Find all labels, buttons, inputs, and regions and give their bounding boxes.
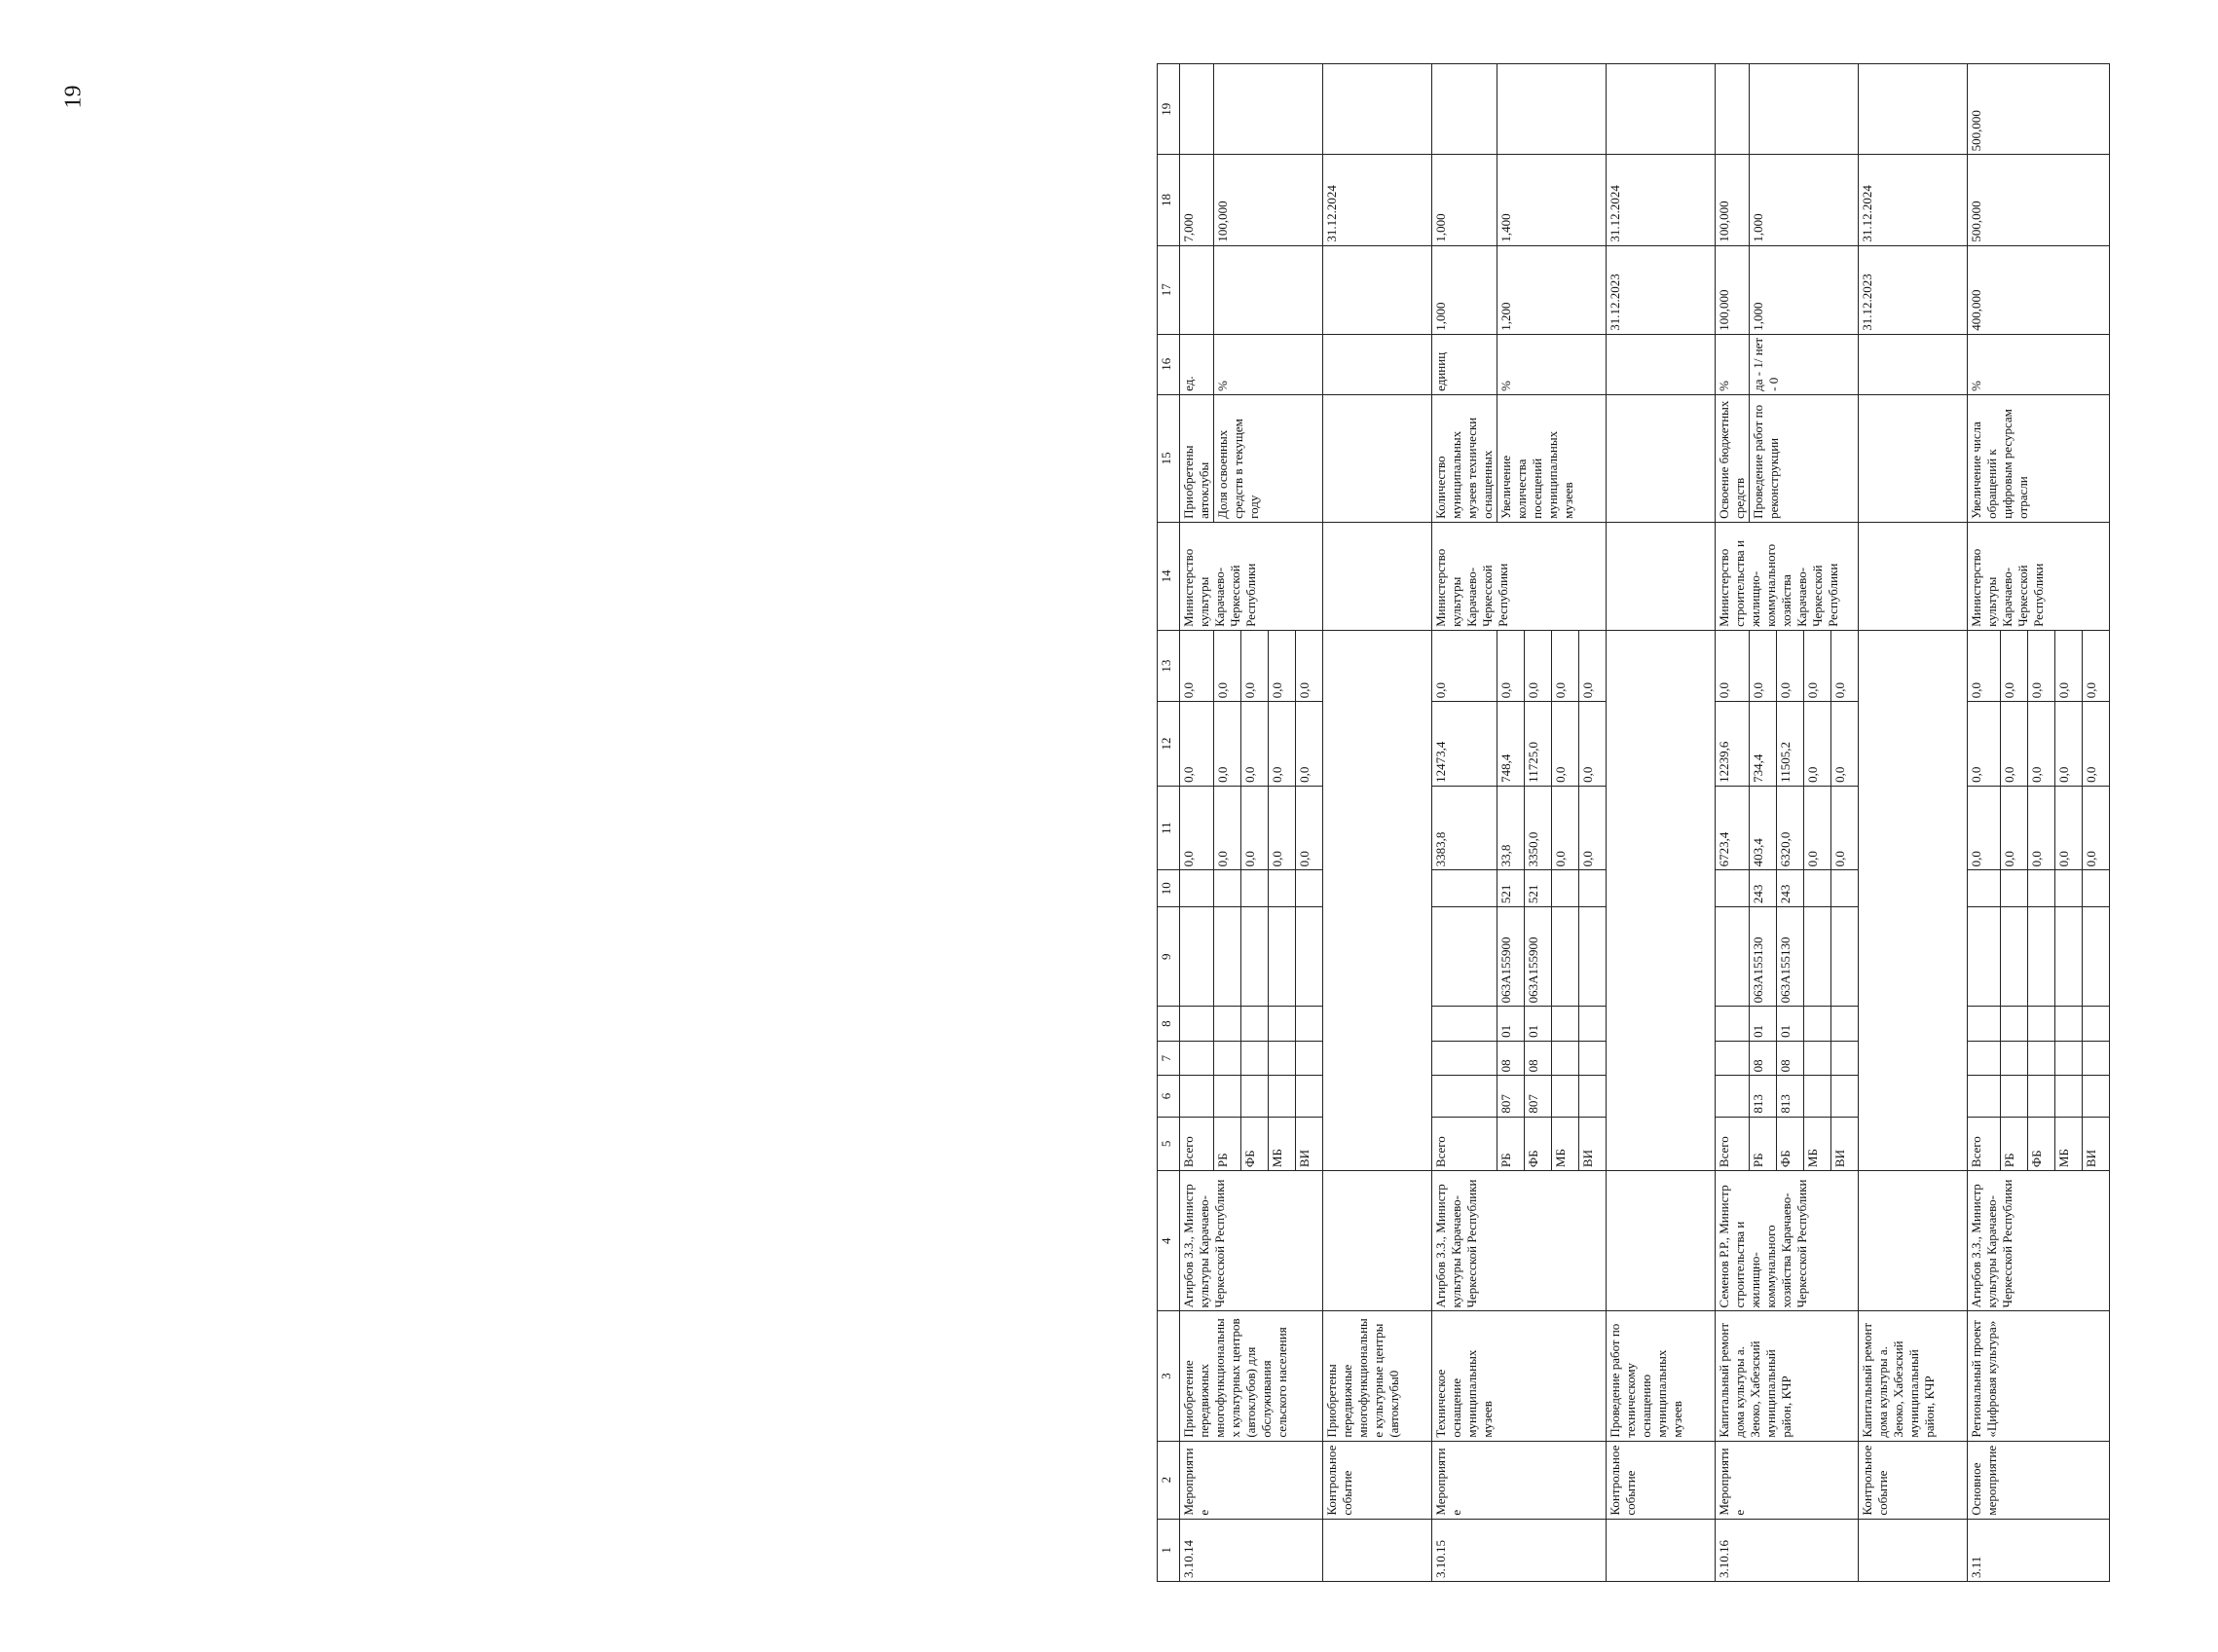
cell-c13: 0,0: [1804, 630, 1831, 701]
cell-c6: 813: [1750, 1076, 1777, 1117]
indicator-value-2025: [1607, 64, 1716, 155]
indicator-value-2023: 1,000: [1432, 245, 1497, 334]
cell-c7: [1296, 1041, 1323, 1076]
cell-c10: [1804, 870, 1831, 907]
cell-c7: [1180, 1041, 1214, 1076]
indicator-name: Увеличение числа обращений к цифровым ресурсам отрасли: [1968, 394, 2110, 522]
cell-c11: 0,0: [1296, 786, 1323, 870]
cell-c5: Всего: [1716, 1117, 1750, 1171]
cell-c10: [1552, 870, 1579, 907]
cell-c10: [1269, 870, 1296, 907]
cell-c7: [1804, 1041, 1831, 1076]
cell-c8: 01: [1777, 1007, 1804, 1042]
cell-c12: 0,0: [1552, 702, 1579, 787]
cell-c11: 0,0: [2001, 786, 2028, 870]
cell-c8: [1180, 1007, 1214, 1042]
column-number-13: 13: [1158, 630, 1180, 701]
responsible-ministry: Министерство культуры Карачаево-Черкесской Республики: [1180, 522, 1323, 630]
page-number: 19: [60, 85, 87, 109]
cell-c9: [1241, 907, 1269, 1007]
cell-c12: 0,0: [1579, 702, 1607, 787]
cell-c12: 0,0: [1968, 702, 2001, 787]
cell-c13: 0,0: [1579, 630, 1607, 701]
indicator-value-2023: 400,000: [1968, 245, 2110, 334]
cell-c6: [1804, 1076, 1831, 1117]
cell-c12: 0,0: [1269, 702, 1296, 787]
item-type: Мероприятие: [1180, 1441, 1323, 1519]
cell-c13: 0,0: [1214, 630, 1241, 701]
indicator-unit: %: [1214, 334, 1323, 394]
item-title: Капитальный ремонт дома культуры а. Зеюко, Хабезский муниципальный район, КЧР: [1859, 1311, 1968, 1441]
cell-c8: [1968, 1007, 2001, 1042]
cell-c9: [1552, 907, 1579, 1007]
responsible-ministry: Министерство культуры Карачаево-Черкесской Республики: [1968, 522, 2110, 630]
cell-c8: [1579, 1007, 1607, 1042]
column-number-6: 6: [1158, 1076, 1180, 1117]
cell-c6: [2083, 1076, 2110, 1117]
cell-c10: [1831, 870, 1859, 907]
cell-c12: 0,0: [1180, 702, 1214, 787]
indicator-value-2023: [1323, 245, 1432, 334]
cell-c5: МБ: [2055, 1117, 2083, 1171]
cell-c9: [2001, 907, 2028, 1007]
cell-c5: ВИ: [1296, 1117, 1323, 1171]
cell-c13: 0,0: [2083, 630, 2110, 701]
cell-c7: 08: [1777, 1041, 1804, 1076]
cell-c13: 0,0: [2028, 630, 2055, 701]
cell-c10: [1214, 870, 1241, 907]
indicator-value-2023: 1,200: [1497, 245, 1607, 334]
cell-c9: [2055, 907, 2083, 1007]
cell-c9: [2083, 907, 2110, 1007]
cell-c6: [1214, 1076, 1241, 1117]
cell-c9: [1180, 907, 1214, 1007]
responsible-person: Агирбов З.З., Министр культуры Карачаево-Черкесской Республики: [1432, 1171, 1607, 1311]
cell-c8: [1269, 1007, 1296, 1042]
cell-c12: 12239,6: [1716, 702, 1750, 787]
indicator-value-2025: 500,000: [1968, 64, 2110, 155]
responsible-person: Агирбов З.З., Министр культуры Карачаево-Черкесской Республики: [1968, 1171, 2110, 1311]
cell-c6: [1831, 1076, 1859, 1117]
cell-c10: [2083, 870, 2110, 907]
indicator-value-2025: [1432, 64, 1497, 155]
cell-c9: [2028, 907, 2055, 1007]
cell-c8: [1716, 1007, 1750, 1042]
responsible-ministry: Министерство культуры Карачаево-Черкесской Республики: [1432, 522, 1607, 630]
cell-c8: [2083, 1007, 2110, 1042]
cell-c9: 063A155130: [1777, 907, 1804, 1007]
cell-c6: [1579, 1076, 1607, 1117]
cell-c7: [2028, 1041, 2055, 1076]
cell-c6: [1716, 1076, 1750, 1117]
table-row: [1716, 64, 1750, 1582]
cell-c5: РБ: [1750, 1117, 1777, 1171]
column-number-10: 10: [1158, 870, 1180, 907]
item-title: Приобретены передвижные многофункциональные культурные центры (автоклубы0: [1323, 1311, 1432, 1441]
cell-c13: 0,0: [1497, 630, 1525, 701]
responsible-ministry: [1607, 522, 1716, 630]
cell-c13: 0,0: [1180, 630, 1214, 701]
cell-c13: 0,0: [1716, 630, 1750, 701]
indicator-name: Освоение бюджетных средств: [1716, 394, 1750, 522]
cell-c12: 734,4: [1750, 702, 1777, 787]
cell-c6: [1296, 1076, 1323, 1117]
cell-c8: [2028, 1007, 2055, 1042]
item-title: Региональный проект «Цифровая культура»: [1968, 1311, 2110, 1441]
item-title: Техническое оснащение муниципальных музеев: [1432, 1311, 1607, 1441]
cell-c5: ФБ: [2028, 1117, 2055, 1171]
cell-c6: [1968, 1076, 2001, 1117]
cell-c7: 08: [1525, 1041, 1552, 1076]
cell-c9: 063A155130: [1750, 907, 1777, 1007]
cell-c8: [1241, 1007, 1269, 1042]
control-event-row: [1859, 64, 1968, 1582]
indicator-unit: единиц: [1432, 334, 1497, 394]
indicator-value-2024: 7,000: [1180, 155, 1214, 245]
cell-c10: 521: [1497, 870, 1525, 907]
cell-c11: 3350,0: [1525, 786, 1552, 870]
cell-c12: 0,0: [1831, 702, 1859, 787]
indicator-value-2024: 31.12.2024: [1859, 155, 1968, 245]
column-number-7: 7: [1158, 1041, 1180, 1076]
column-number-19: 19: [1158, 64, 1180, 155]
cell-c12: 0,0: [2083, 702, 2110, 787]
item-number: [1323, 1519, 1432, 1581]
cell-c12: 748,4: [1497, 702, 1525, 787]
cell-c6: [1552, 1076, 1579, 1117]
cell-c13: 0,0: [1777, 630, 1804, 701]
cell-c10: [2055, 870, 2083, 907]
item-title: Проведение работ по техническому оснащению муниципальных музеев: [1607, 1311, 1716, 1441]
cell-c8: [2055, 1007, 2083, 1042]
indicator-value-2024: 31.12.2024: [1323, 155, 1432, 245]
item-number: 3.11: [1968, 1519, 2110, 1581]
cell-c9: [1296, 907, 1323, 1007]
item-number: [1859, 1519, 1968, 1581]
cell-c7: [1968, 1041, 2001, 1076]
cell-c10: [1241, 870, 1269, 907]
cell-c7: [1579, 1041, 1607, 1076]
cell-c10: 521: [1525, 870, 1552, 907]
indicator-unit: [1323, 334, 1432, 394]
item-type: Контрольное событие: [1607, 1441, 1716, 1519]
responsible-ministry: [1323, 522, 1432, 630]
responsible-person: [1323, 1171, 1432, 1311]
cell-c11: 403,4: [1750, 786, 1777, 870]
cell-c12: 0,0: [1296, 702, 1323, 787]
cell-c5: МБ: [1804, 1117, 1831, 1171]
cell-c13: 0,0: [1968, 630, 2001, 701]
cell-c6: [1269, 1076, 1296, 1117]
cell-c8: [2001, 1007, 2028, 1042]
cell-c7: [1831, 1041, 1859, 1076]
cell-c11: 0,0: [2083, 786, 2110, 870]
cell-c12: 11725,0: [1525, 702, 1552, 787]
indicator-name: [1859, 394, 1968, 522]
cell-c6: 807: [1497, 1076, 1525, 1117]
indicator-name: Количество муниципальных музеев технически оснащенных: [1432, 394, 1497, 522]
indicator-unit: %: [1497, 334, 1607, 394]
column-number-11: 11: [1158, 786, 1180, 870]
item-type: Контрольное событие: [1323, 1441, 1432, 1519]
cell-c6: [2055, 1076, 2083, 1117]
column-number-15: 15: [1158, 394, 1180, 522]
column-number-5: 5: [1158, 1117, 1180, 1171]
cell-c13: 0,0: [1750, 630, 1777, 701]
cell-c10: [1716, 870, 1750, 907]
indicator-unit: [1859, 334, 1968, 394]
cell-c9: [1831, 907, 1859, 1007]
indicator-name: [1607, 394, 1716, 522]
indicator-value-2023: 1,000: [1750, 245, 1859, 334]
item-title: Приобретение передвижных многофункциональных культурных центров (автоклубов) для обслуживания сельского населения: [1180, 1311, 1323, 1441]
cell-c5: ВИ: [1579, 1117, 1607, 1171]
cell-c7: [2001, 1041, 2028, 1076]
cell-c7: [2055, 1041, 2083, 1076]
indicator-value-2024: 31.12.2024: [1607, 155, 1716, 245]
cell-c8: [1804, 1007, 1831, 1042]
cell-c9: [1432, 907, 1497, 1007]
indicator-value-2025: [1750, 64, 1859, 155]
cell-c7: 08: [1750, 1041, 1777, 1076]
indicator-value-2023: 100,000: [1716, 245, 1750, 334]
column-number-8: 8: [1158, 1007, 1180, 1042]
program-table: [1157, 63, 2110, 1582]
cell-c7: [1716, 1041, 1750, 1076]
cell-c13: 0,0: [1296, 630, 1323, 701]
indicator-value-2023: [1180, 245, 1214, 334]
responsible-ministry: [1859, 522, 1968, 630]
empty-budget-cells: [1607, 630, 1716, 1170]
cell-c10: 243: [1750, 870, 1777, 907]
cell-c5: Всего: [1968, 1117, 2001, 1171]
cell-c10: [1432, 870, 1497, 907]
cell-c6: [2028, 1076, 2055, 1117]
control-event-row: [1607, 64, 1716, 1582]
cell-c5: ВИ: [2083, 1117, 2110, 1171]
cell-c5: ВИ: [1831, 1117, 1859, 1171]
cell-c7: [1552, 1041, 1579, 1076]
cell-c12: 12473,4: [1432, 702, 1497, 787]
cell-c10: [2028, 870, 2055, 907]
column-number-4: 4: [1158, 1171, 1180, 1311]
column-number-18: 18: [1158, 155, 1180, 245]
indicator-name: Приобретены автоклубы: [1180, 394, 1214, 522]
cell-c13: 0,0: [2001, 630, 2028, 701]
cell-c7: [2083, 1041, 2110, 1076]
column-number-9: 9: [1158, 907, 1180, 1007]
item-number: [1607, 1519, 1716, 1581]
empty-budget-cells: [1859, 630, 1968, 1170]
cell-c11: 0,0: [2055, 786, 2083, 870]
column-number-2: 2: [1158, 1441, 1180, 1519]
cell-c8: 01: [1525, 1007, 1552, 1042]
responsible-person: Семенов Р.Р., Министр строительства и жилищно-коммунального хозяйства Карачаево-Черкесской Республики: [1716, 1171, 1859, 1311]
cell-c11: 0,0: [1241, 786, 1269, 870]
indicator-value-2023: 31.12.2023: [1859, 245, 1968, 334]
indicator-unit: да - 1/ нет - 0: [1750, 334, 1859, 394]
item-number: 3.10.15: [1432, 1519, 1607, 1581]
indicator-unit: %: [1968, 334, 2110, 394]
indicator-name: Увеличение количества посещений муниципальных музеев: [1497, 394, 1607, 522]
cell-c10: 243: [1777, 870, 1804, 907]
cell-c13: 0,0: [2055, 630, 2083, 701]
cell-c6: [1180, 1076, 1214, 1117]
cell-c5: Всего: [1180, 1117, 1214, 1171]
item-type: Контрольное событие: [1859, 1441, 1968, 1519]
cell-c12: 0,0: [1214, 702, 1241, 787]
item-type: Мероприятие: [1716, 1441, 1859, 1519]
indicator-value-2025: [1323, 64, 1432, 155]
cell-c11: 0,0: [1831, 786, 1859, 870]
cell-c7: [1214, 1041, 1241, 1076]
cell-c5: МБ: [1269, 1117, 1296, 1171]
cell-c13: 0,0: [1432, 630, 1497, 701]
cell-c12: 0,0: [2028, 702, 2055, 787]
cell-c10: [1579, 870, 1607, 907]
indicator-unit: %: [1716, 334, 1750, 394]
cell-c5: РБ: [2001, 1117, 2028, 1171]
responsible-person: [1607, 1171, 1716, 1311]
cell-c11: 0,0: [1180, 786, 1214, 870]
cell-c13: 0,0: [1552, 630, 1579, 701]
responsible-ministry: Министерство строительства и жилищно-коммунального хозяйства Карачаево-Черкесской Республики: [1716, 522, 1859, 630]
indicator-value-2024: 1,000: [1750, 155, 1859, 245]
indicator-name: Проведение работ по реконструкции: [1750, 394, 1859, 522]
cell-c12: 11505,2: [1777, 702, 1804, 787]
indicator-value-2024: 100,000: [1716, 155, 1750, 245]
cell-c9: 063A155900: [1497, 907, 1525, 1007]
item-type: Мероприятие: [1432, 1441, 1607, 1519]
cell-c11: 0,0: [1968, 786, 2001, 870]
cell-c9: [1968, 907, 2001, 1007]
cell-c5: МБ: [1552, 1117, 1579, 1171]
item-title: Капитальный ремонт дома культуры а. Зеюко, Хабезский муниципальный район, КЧР: [1716, 1311, 1859, 1441]
indicator-value-2025: [1180, 64, 1214, 155]
indicator-unit: [1607, 334, 1716, 394]
cell-c13: 0,0: [1269, 630, 1296, 701]
table-row: [1432, 64, 1497, 1582]
empty-budget-cells: [1323, 630, 1432, 1170]
cell-c11: 3383,8: [1432, 786, 1497, 870]
column-number-14: 14: [1158, 522, 1180, 630]
indicator-value-2024: 1,000: [1432, 155, 1497, 245]
column-number-row: [1158, 64, 1180, 1582]
cell-c6: [1241, 1076, 1269, 1117]
cell-c5: РБ: [1214, 1117, 1241, 1171]
column-number-3: 3: [1158, 1311, 1180, 1441]
cell-c11: 0,0: [1269, 786, 1296, 870]
cell-c10: [1296, 870, 1323, 907]
responsible-person: [1859, 1171, 1968, 1311]
cell-c9: [1804, 907, 1831, 1007]
indicator-value-2025: [1214, 64, 1323, 155]
indicator-name: [1323, 394, 1432, 522]
column-number-17: 17: [1158, 245, 1180, 334]
rotated-table-wrapper: [1157, 63, 2218, 1582]
cell-c8: 01: [1750, 1007, 1777, 1042]
indicator-value-2025: [1716, 64, 1750, 155]
cell-c11: 0,0: [1804, 786, 1831, 870]
column-number-12: 12: [1158, 702, 1180, 787]
cell-c12: 0,0: [2055, 702, 2083, 787]
cell-c5: Всего: [1432, 1117, 1497, 1171]
cell-c8: 01: [1497, 1007, 1525, 1042]
cell-c7: [1241, 1041, 1269, 1076]
cell-c11: 6320,0: [1777, 786, 1804, 870]
indicator-value-2024: 1,400: [1497, 155, 1607, 245]
responsible-person: Агирбов З.З., Министр культуры Карачаево-Черкесской Республики: [1180, 1171, 1323, 1311]
cell-c9: [1579, 907, 1607, 1007]
indicator-value-2025: [1497, 64, 1607, 155]
cell-c8: [1552, 1007, 1579, 1042]
cell-c7: [1432, 1041, 1497, 1076]
cell-c13: 0,0: [1831, 630, 1859, 701]
indicator-value-2023: 31.12.2023: [1607, 245, 1716, 334]
cell-c6: 813: [1777, 1076, 1804, 1117]
item-number: 3.10.16: [1716, 1519, 1859, 1581]
cell-c11: 0,0: [2028, 786, 2055, 870]
cell-c5: РБ: [1497, 1117, 1525, 1171]
cell-c6: [2001, 1076, 2028, 1117]
cell-c8: [1432, 1007, 1497, 1042]
indicator-name: Доля освоенных средств в текущем году: [1214, 394, 1323, 522]
cell-c6: [1432, 1076, 1497, 1117]
cell-c6: 807: [1525, 1076, 1552, 1117]
cell-c11: 33,8: [1497, 786, 1525, 870]
item-type: Основное мероприятие: [1968, 1441, 2110, 1519]
indicator-value-2024: 100,000: [1214, 155, 1323, 245]
table-row: [1180, 64, 1214, 1582]
cell-c5: ФБ: [1241, 1117, 1269, 1171]
cell-c7: [1269, 1041, 1296, 1076]
cell-c8: [1831, 1007, 1859, 1042]
cell-c13: 0,0: [1241, 630, 1269, 701]
cell-c10: [2001, 870, 2028, 907]
cell-c5: ФБ: [1525, 1117, 1552, 1171]
cell-c11: 0,0: [1214, 786, 1241, 870]
cell-c12: 0,0: [1804, 702, 1831, 787]
cell-c9: 063A155900: [1525, 907, 1552, 1007]
cell-c8: [1296, 1007, 1323, 1042]
cell-c9: [1269, 907, 1296, 1007]
cell-c5: ФБ: [1777, 1117, 1804, 1171]
cell-c9: [1214, 907, 1241, 1007]
cell-c11: 6723,4: [1716, 786, 1750, 870]
indicator-unit: ед.: [1180, 334, 1214, 394]
table-row: [1968, 64, 2001, 1582]
item-number: 3.10.14: [1180, 1519, 1323, 1581]
cell-c11: 0,0: [1579, 786, 1607, 870]
indicator-value-2025: [1859, 64, 1968, 155]
cell-c10: [1968, 870, 2001, 907]
indicator-value-2024: 500,000: [1968, 155, 2110, 245]
column-number-1: 1: [1158, 1519, 1180, 1581]
indicator-value-2023: [1214, 245, 1323, 334]
cell-c8: [1214, 1007, 1241, 1042]
control-event-row: [1323, 64, 1432, 1582]
cell-c9: [1716, 907, 1750, 1007]
cell-c7: 08: [1497, 1041, 1525, 1076]
cell-c12: 0,0: [1241, 702, 1269, 787]
cell-c10: [1180, 870, 1214, 907]
cell-c13: 0,0: [1525, 630, 1552, 701]
cell-c11: 0,0: [1552, 786, 1579, 870]
cell-c12: 0,0: [2001, 702, 2028, 787]
column-number-16: 16: [1158, 334, 1180, 394]
